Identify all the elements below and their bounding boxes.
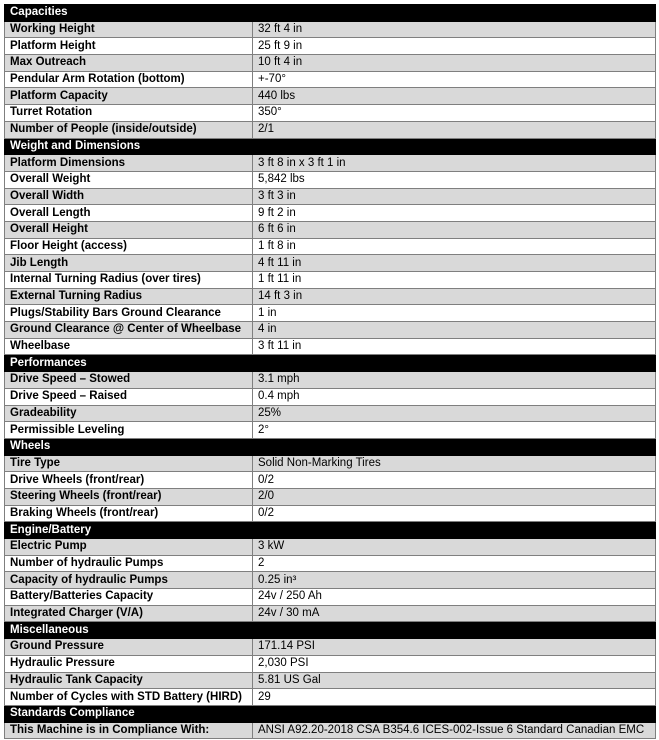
- spec-label: External Turning Radius: [5, 288, 253, 305]
- spec-label: Hydraulic Tank Capacity: [5, 672, 253, 689]
- spec-label: Overall Width: [5, 188, 253, 205]
- section-header-blank: [253, 522, 656, 539]
- spec-row: [5, 722, 656, 739]
- spec-label: Max Outreach: [5, 55, 253, 72]
- spec-label: Ground Pressure: [5, 639, 253, 656]
- spec-row: [5, 472, 656, 489]
- spec-label: Working Height: [5, 21, 253, 38]
- spec-value: 25 ft 9 in: [253, 38, 656, 55]
- spec-row: [5, 672, 656, 689]
- spec-row: [5, 188, 656, 205]
- spec-label: Battery/Batteries Capacity: [5, 589, 253, 606]
- spec-row: [5, 455, 656, 472]
- spec-label: Permissible Leveling: [5, 422, 253, 439]
- spec-value: 0/2: [253, 505, 656, 522]
- spec-table: [4, 4, 656, 739]
- spec-row: [5, 655, 656, 672]
- spec-value: 24v / 250 Ah: [253, 589, 656, 606]
- section-header-row: [5, 355, 656, 372]
- spec-label: Number of hydraulic Pumps: [5, 555, 253, 572]
- spec-row: [5, 305, 656, 322]
- spec-value: 0.25 in³: [253, 572, 656, 589]
- spec-row: [5, 639, 656, 656]
- spec-value: Solid Non-Marking Tires: [253, 455, 656, 472]
- section-header-row: [5, 5, 656, 22]
- spec-label: Drive Speed – Stowed: [5, 372, 253, 389]
- spec-row: [5, 605, 656, 622]
- spec-label: Tire Type: [5, 455, 253, 472]
- section-header-blank: [253, 438, 656, 455]
- spec-label: Number of Cycles with STD Battery (HIRD): [5, 689, 253, 706]
- spec-label: Turret Rotation: [5, 105, 253, 122]
- spec-row: [5, 422, 656, 439]
- spec-label: Gradeability: [5, 405, 253, 422]
- spec-value: 9 ft 2 in: [253, 205, 656, 222]
- section-header-row: [5, 522, 656, 539]
- spec-value: 1 in: [253, 305, 656, 322]
- spec-row: [5, 21, 656, 38]
- section-header-row: [5, 438, 656, 455]
- spec-value: 171.14 PSI: [253, 639, 656, 656]
- spec-row: [5, 505, 656, 522]
- spec-row: [5, 272, 656, 289]
- section-header-row: [5, 138, 656, 155]
- spec-value: 32 ft 4 in: [253, 21, 656, 38]
- spec-row: [5, 205, 656, 222]
- spec-label: Jib Length: [5, 255, 253, 272]
- spec-table-body: [5, 5, 656, 739]
- spec-row: [5, 121, 656, 138]
- spec-label: Drive Speed – Raised: [5, 388, 253, 405]
- section-title: Performances: [5, 355, 253, 372]
- spec-value: 29: [253, 689, 656, 706]
- section-title: Standards Compliance: [5, 705, 253, 722]
- spec-label: Ground Clearance @ Center of Wheelbase: [5, 322, 253, 339]
- spec-row: [5, 689, 656, 706]
- spec-value: 4 ft 11 in: [253, 255, 656, 272]
- section-header-blank: [253, 5, 656, 22]
- section-header-blank: [253, 705, 656, 722]
- section-title: Weight and Dimensions: [5, 138, 253, 155]
- spec-value: ANSI A92.20-2018 CSA B354.6 ICES-002-Issue 6 Standard Canadian EMC: [253, 722, 656, 739]
- spec-row: [5, 221, 656, 238]
- spec-value: 5,842 lbs: [253, 171, 656, 188]
- section-header-blank: [253, 622, 656, 639]
- section-title: Capacities: [5, 5, 253, 22]
- spec-value: +-70°: [253, 71, 656, 88]
- spec-label: Plugs/Stability Bars Ground Clearance: [5, 305, 253, 322]
- spec-row: [5, 488, 656, 505]
- spec-value: 3 ft 8 in x 3 ft 1 in: [253, 155, 656, 172]
- spec-value: 25%: [253, 405, 656, 422]
- spec-label: Number of People (inside/outside): [5, 121, 253, 138]
- spec-row: [5, 71, 656, 88]
- spec-row: [5, 155, 656, 172]
- spec-value: 2,030 PSI: [253, 655, 656, 672]
- spec-label: Overall Weight: [5, 171, 253, 188]
- section-title: Miscellaneous: [5, 622, 253, 639]
- spec-value: 1 ft 11 in: [253, 272, 656, 289]
- spec-value: 3 kW: [253, 539, 656, 556]
- spec-label: Braking Wheels (front/rear): [5, 505, 253, 522]
- spec-row: [5, 171, 656, 188]
- spec-value: 2°: [253, 422, 656, 439]
- spec-row: [5, 255, 656, 272]
- spec-label: Platform Capacity: [5, 88, 253, 105]
- section-title: Engine/Battery: [5, 522, 253, 539]
- section-header-blank: [253, 138, 656, 155]
- spec-row: [5, 405, 656, 422]
- spec-label: Overall Height: [5, 221, 253, 238]
- spec-row: [5, 572, 656, 589]
- spec-row: [5, 388, 656, 405]
- spec-value: 350°: [253, 105, 656, 122]
- spec-value: 2/1: [253, 121, 656, 138]
- spec-label: Floor Height (access): [5, 238, 253, 255]
- spec-label: Steering Wheels (front/rear): [5, 488, 253, 505]
- spec-row: [5, 372, 656, 389]
- spec-label: Electric Pump: [5, 539, 253, 556]
- spec-value: 10 ft 4 in: [253, 55, 656, 72]
- spec-row: [5, 105, 656, 122]
- spec-row: [5, 338, 656, 355]
- spec-value: 24v / 30 mA: [253, 605, 656, 622]
- spec-value: 3.1 mph: [253, 372, 656, 389]
- spec-value: 1 ft 8 in: [253, 238, 656, 255]
- spec-label: Drive Wheels (front/rear): [5, 472, 253, 489]
- spec-value: 4 in: [253, 322, 656, 339]
- spec-row: [5, 55, 656, 72]
- spec-label: Capacity of hydraulic Pumps: [5, 572, 253, 589]
- spec-label: Platform Height: [5, 38, 253, 55]
- section-header-blank: [253, 355, 656, 372]
- spec-label: Pendular Arm Rotation (bottom): [5, 71, 253, 88]
- spec-value: 2: [253, 555, 656, 572]
- spec-row: [5, 38, 656, 55]
- spec-label: This Machine is in Compliance With:: [5, 722, 253, 739]
- spec-label: Wheelbase: [5, 338, 253, 355]
- section-header-row: [5, 622, 656, 639]
- spec-label: Platform Dimensions: [5, 155, 253, 172]
- section-title: Wheels: [5, 438, 253, 455]
- spec-value: 5.81 US Gal: [253, 672, 656, 689]
- spec-value: 3 ft 11 in: [253, 338, 656, 355]
- spec-label: Integrated Charger (V/A): [5, 605, 253, 622]
- spec-label: Hydraulic Pressure: [5, 655, 253, 672]
- spec-value: 14 ft 3 in: [253, 288, 656, 305]
- spec-row: [5, 589, 656, 606]
- spec-row: [5, 88, 656, 105]
- spec-value: 0/2: [253, 472, 656, 489]
- spec-label: Internal Turning Radius (over tires): [5, 272, 253, 289]
- spec-row: [5, 555, 656, 572]
- section-header-row: [5, 705, 656, 722]
- spec-row: [5, 322, 656, 339]
- spec-row: [5, 539, 656, 556]
- spec-row: [5, 238, 656, 255]
- spec-value: 6 ft 6 in: [253, 221, 656, 238]
- spec-label: Overall Length: [5, 205, 253, 222]
- spec-value: 0.4 mph: [253, 388, 656, 405]
- spec-value: 440 lbs: [253, 88, 656, 105]
- spec-value: 3 ft 3 in: [253, 188, 656, 205]
- spec-value: 2/0: [253, 488, 656, 505]
- spec-row: [5, 288, 656, 305]
